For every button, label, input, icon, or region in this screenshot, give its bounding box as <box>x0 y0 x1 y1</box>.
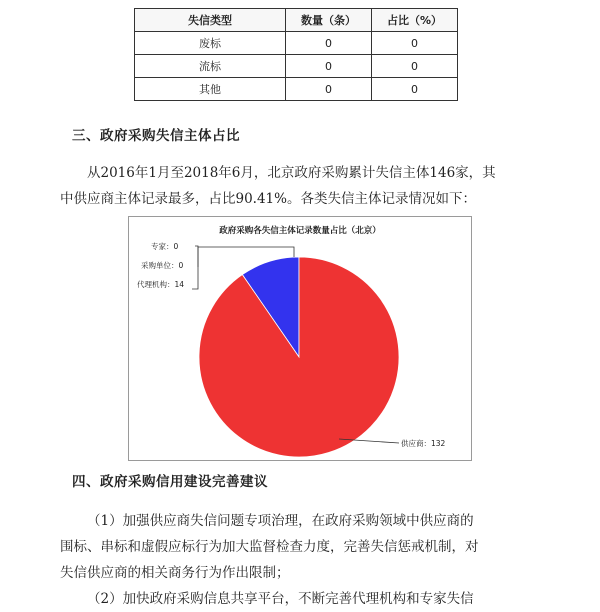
pie-data-label-0: 专家：0 <box>151 242 179 251</box>
table-cell: 废标 <box>135 32 286 55</box>
table-header-cell: 失信类型 <box>135 9 286 32</box>
paragraph-line: 围标、串标和虚假应标行为加大监督检查力度，完善失信惩戒机制，对 <box>60 539 479 555</box>
table-cell: 0 <box>371 78 457 101</box>
table-header-cell: 数量（条） <box>286 9 372 32</box>
table-row <box>135 55 458 78</box>
paragraph-line: 失信供应商的相关商务行为作出限制； <box>60 565 290 581</box>
section-4-paragraph <box>60 508 540 612</box>
section-3-paragraph <box>60 160 540 212</box>
pie-slice-3 <box>199 257 399 457</box>
pie-data-label-3: 供应商：132 <box>401 439 446 448</box>
pie-data-label-2: 代理机构：14 <box>137 280 185 289</box>
paragraph-line: （1）加强供应商失信问题专项治理，在政府采购领域中供应商的 <box>87 513 474 529</box>
leader-line <box>192 246 198 289</box>
paragraph-line: （2）加快政府采购信息共享平台，不断完善代理机构和专家失信 <box>87 591 474 607</box>
table-cell: 0 <box>371 55 457 78</box>
table-cell: 流标 <box>135 55 286 78</box>
paragraph-line: 从2016年1月至2018年6月，北京政府采购累计失信主体146家，其 <box>87 165 496 181</box>
table-cell: 其他 <box>135 78 286 101</box>
chart-title: 政府采购各失信主体记录数量占比（北京） <box>219 226 381 236</box>
pie-chart-svg <box>129 217 471 460</box>
paragraph-line: 中供应商主体记录最多，占比90.41%。各类失信主体记录情况如下： <box>60 191 476 207</box>
table-cell: 0 <box>286 78 372 101</box>
table-row <box>135 78 458 101</box>
section-4-heading: 四、政府采购信用建设完善建议 <box>72 474 268 490</box>
pie-data-label-1: 采购单位：0 <box>141 261 184 270</box>
table-cell: 0 <box>286 55 372 78</box>
loss-type-table <box>134 8 458 101</box>
section-3-heading: 三、政府采购失信主体占比 <box>72 128 240 144</box>
table-cell: 0 <box>371 32 457 55</box>
pie-chart <box>128 216 472 461</box>
table-header-cell: 占比（%） <box>371 9 457 32</box>
table-cell: 0 <box>286 32 372 55</box>
table-row <box>135 32 458 55</box>
table-header-row <box>135 9 458 32</box>
